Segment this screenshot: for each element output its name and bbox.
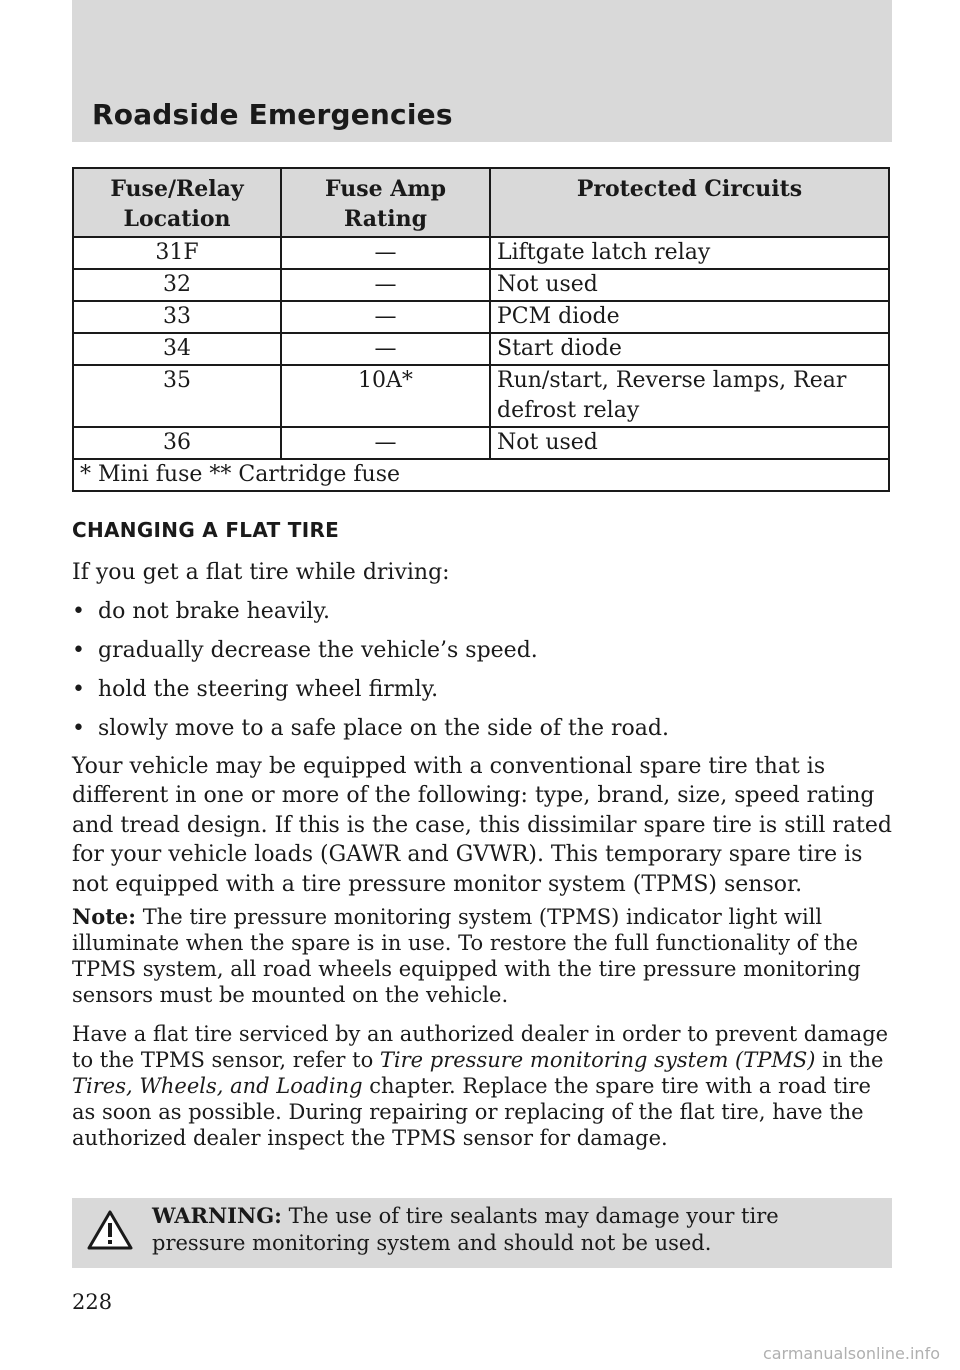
table-row: [73, 365, 889, 427]
cell-amp-rating: —: [281, 269, 490, 301]
cell-location: 36: [73, 427, 281, 459]
service-text-c: chapter. Replace the spare tire with a road tire as soon as possible. During repairing or replacing of the flat tire, have the authorized dealer inspect the TPMS sensor for damage.: [72, 1074, 871, 1150]
service-text-a: Have a flat tire serviced by an authorized dealer in order to prevent damage to the TPMS sensor, refer to: [72, 1022, 889, 1072]
intro-text: If you get a flat tire while driving:: [72, 560, 450, 585]
bullet-text: hold the steering wheel firmly.: [98, 677, 439, 702]
spare-tire-paragraph: Your vehicle may be equipped with a conventional spare tire that is different in one or more of the following: type, brand, size, speed rating and tread design. If this is the case, this dissimilar spare tire is still rated for your vehicle loads (GAWR and GVWR). This temporary spare tire is not equipped with a tire pressure monitor system (TPMS) sensor.: [72, 754, 893, 897]
bullet-text: slowly move to a safe place on the side of the road.: [98, 716, 669, 741]
page-number: 228: [72, 1290, 113, 1314]
page-header: [72, 0, 892, 142]
cell-location: 31F: [73, 237, 281, 269]
cell-amp-rating: —: [281, 301, 490, 333]
list-item: [72, 714, 669, 743]
note-label: Note:: [72, 904, 137, 929]
list-item: [72, 675, 438, 704]
bullet-icon: •: [72, 716, 85, 741]
table-row: [73, 237, 889, 269]
fuse-table: [72, 167, 890, 492]
note-paragraph: [72, 904, 892, 1008]
note-text: The tire pressure monitoring system (TPMS) indicator light will illuminate when the spare is in use. To restore the full functionality of the TPMS system, all road wheels equipped with the tire pressure monitoring sensors must be mounted on the vehicle.: [72, 905, 861, 1007]
warning-message: The use of tire sealants may damage your tire pressure monitoring system and should not be used.: [152, 1204, 779, 1255]
column-header-amp-rating: Fuse Amp Rating: [281, 168, 490, 237]
service-paragraph: [72, 1021, 892, 1151]
table-row: [73, 333, 889, 365]
cell-amp-rating: 10A*: [281, 365, 490, 427]
list-item: [72, 597, 330, 626]
cell-amp-rating: —: [281, 333, 490, 365]
cell-location: 34: [73, 333, 281, 365]
cell-circuits: Not used: [490, 427, 889, 459]
cell-circuits: PCM diode: [490, 301, 889, 333]
cell-circuits: Start diode: [490, 333, 889, 365]
cell-location: 32: [73, 269, 281, 301]
cell-amp-rating: —: [281, 427, 490, 459]
table-header-row: [73, 168, 889, 237]
table-footnote: * Mini fuse ** Cartridge fuse: [73, 459, 889, 491]
table-row: [73, 301, 889, 333]
bullet-text: gradually decrease the vehicle’s speed.: [98, 638, 538, 663]
page-title: Roadside Emergencies: [92, 98, 453, 131]
bullet-icon: •: [72, 599, 85, 624]
section-heading: CHANGING A FLAT TIRE: [72, 518, 340, 542]
tpms-reference: Tire pressure monitoring system (TPMS): [379, 1048, 816, 1072]
bullet-icon: •: [72, 677, 85, 702]
cell-location: 33: [73, 301, 281, 333]
chapter-reference: Tires, Wheels, and Loading: [72, 1074, 363, 1098]
warning-text: [152, 1202, 872, 1257]
watermark: carmanualsonline.info: [762, 1344, 940, 1363]
warning-triangle-icon: [86, 1208, 134, 1252]
cell-circuits: Run/start, Reverse lamps, Rear defrost relay: [490, 365, 889, 427]
cell-circuits: Not used: [490, 269, 889, 301]
cell-location: 35: [73, 365, 281, 427]
column-header-location: Fuse/Relay Location: [73, 168, 281, 237]
table-row: [73, 269, 889, 301]
warning-box: [72, 1198, 892, 1268]
bullet-text: do not brake heavily.: [98, 599, 330, 624]
table-footnote-row: [73, 459, 889, 491]
warning-label: WARNING:: [152, 1203, 282, 1228]
list-item: [72, 636, 538, 665]
cell-amp-rating: —: [281, 237, 490, 269]
service-text-b: in the: [815, 1048, 884, 1072]
table-row: [73, 427, 889, 459]
column-header-protected-circuits: Protected Circuits: [490, 168, 889, 237]
cell-circuits: Liftgate latch relay: [490, 237, 889, 269]
bullet-icon: •: [72, 638, 85, 663]
